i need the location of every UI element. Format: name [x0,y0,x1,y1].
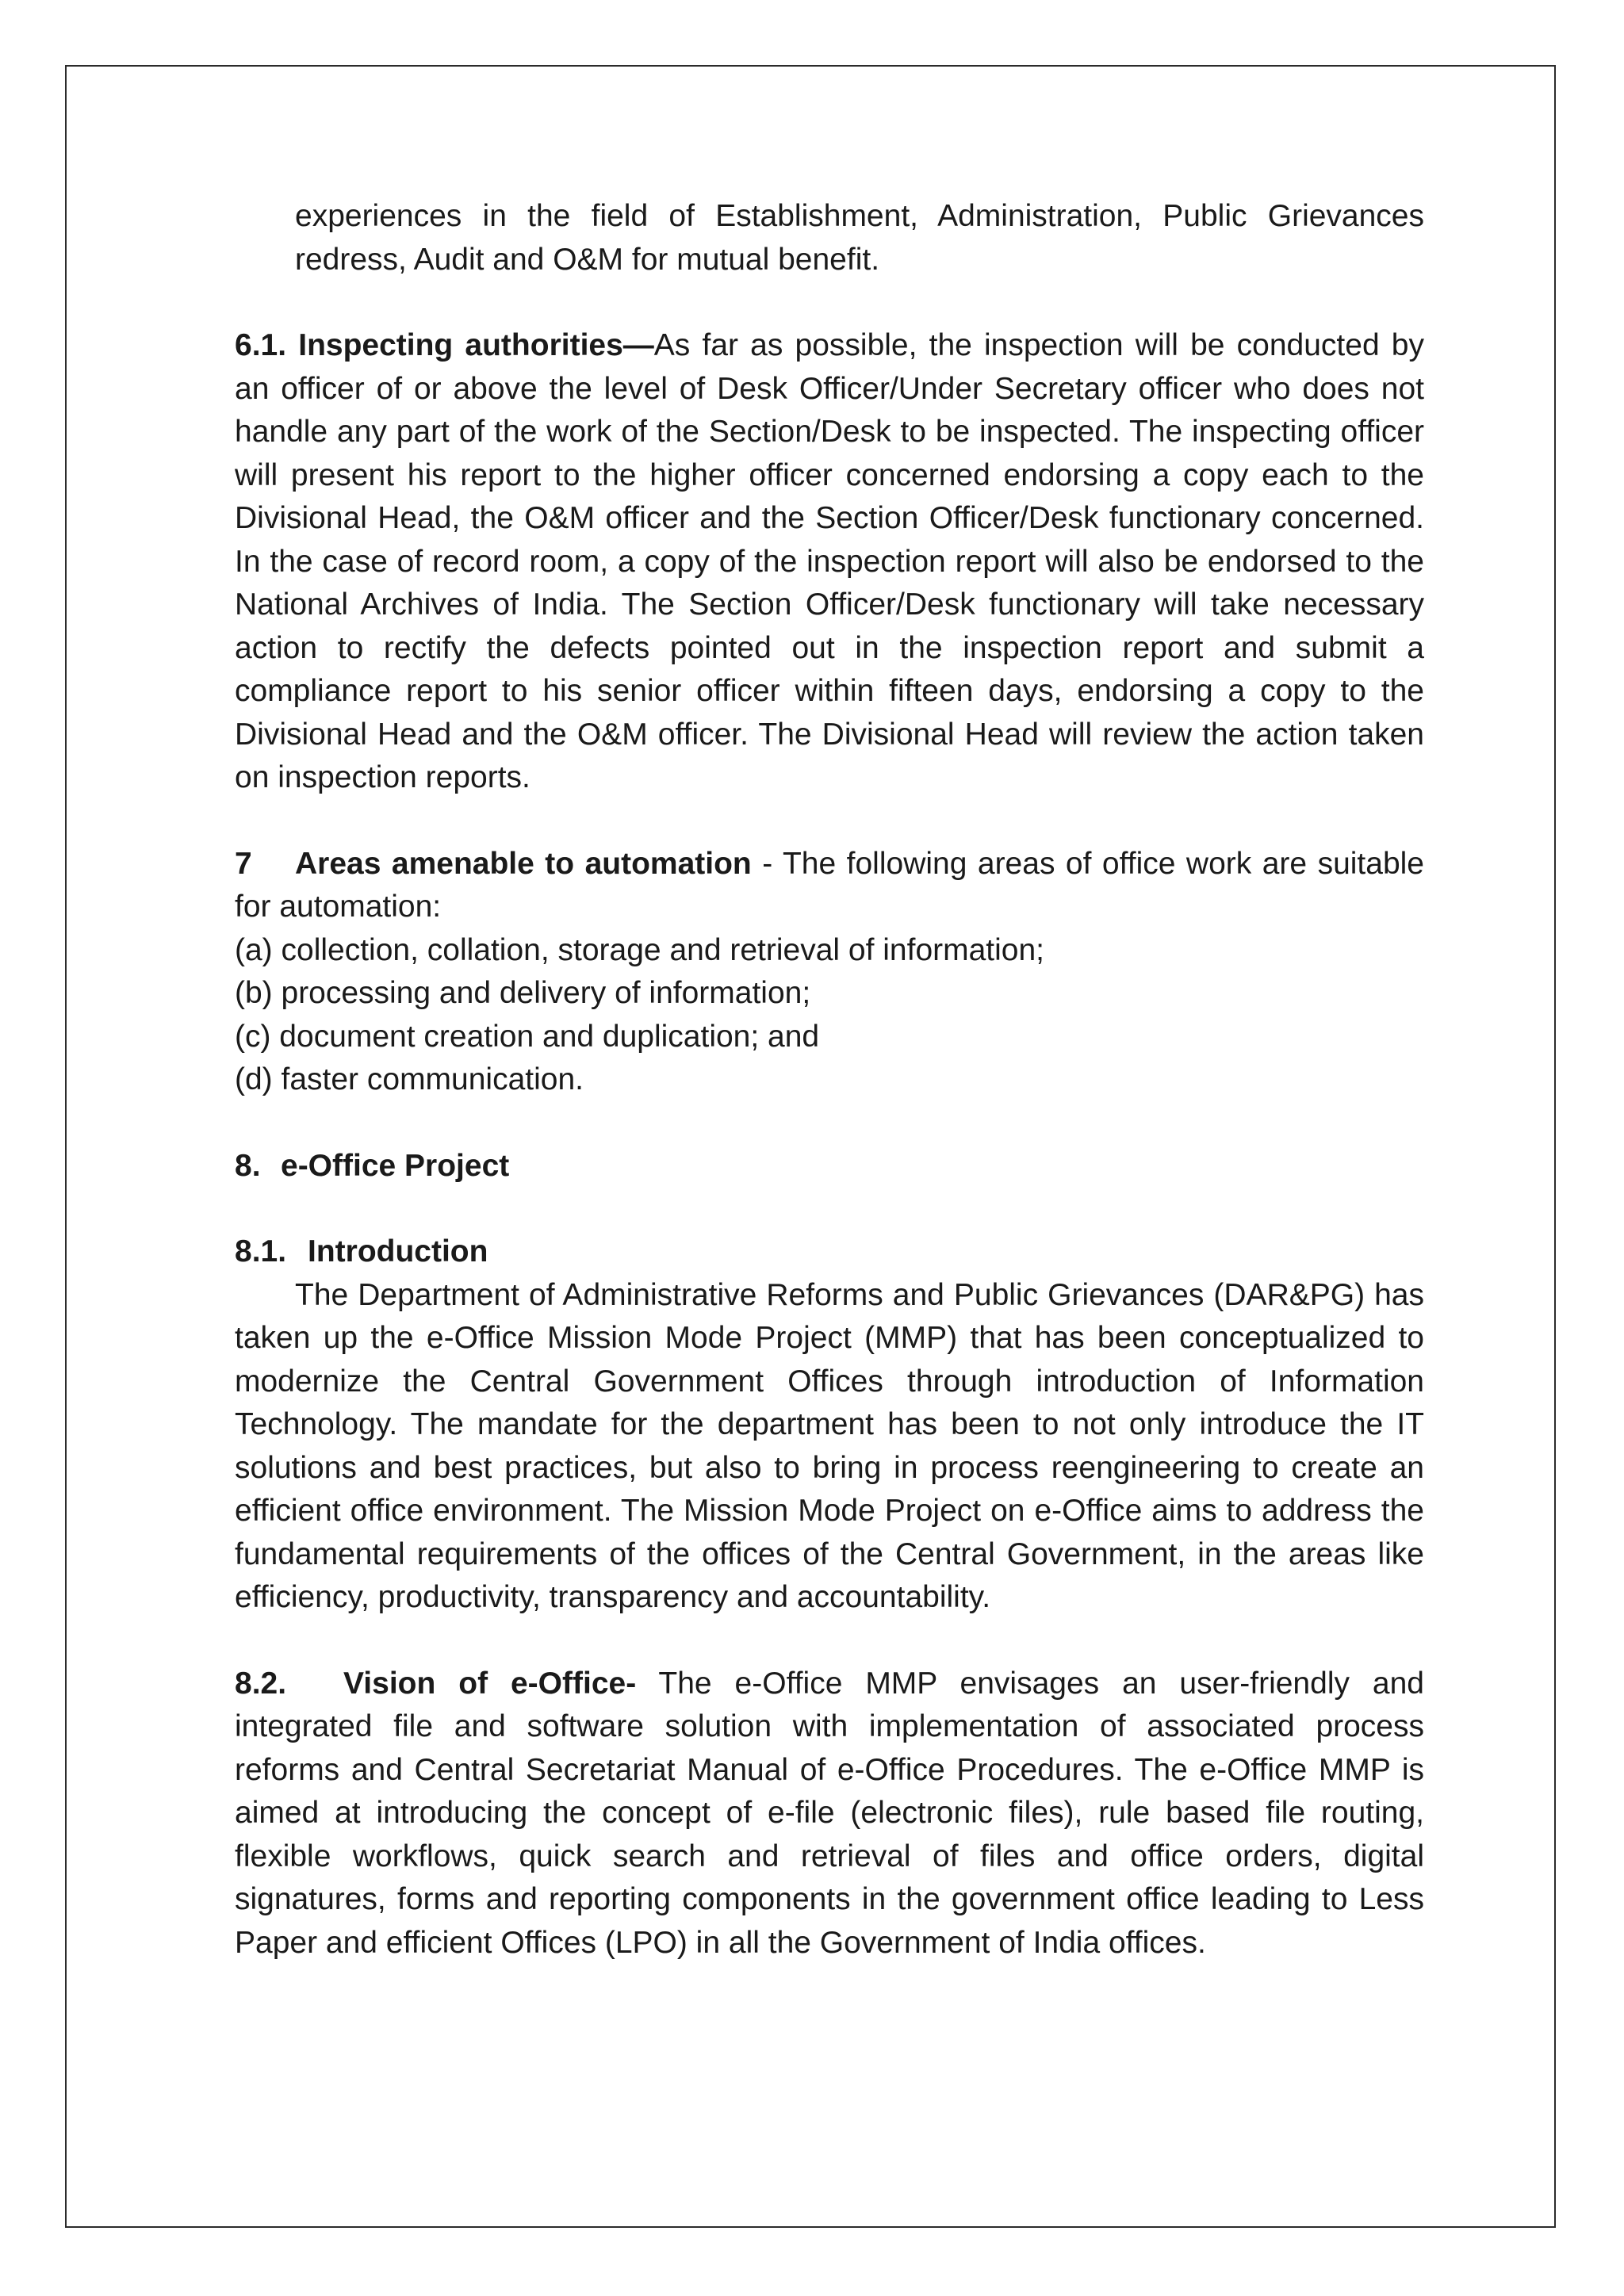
section-8-heading-line [235,1145,1424,1188]
section-6-1-number: 6.1. [235,328,287,362]
section-8-2-body: The e-Office MMP envisages an user-friendly and integrated file and software solution with implementation of associated process reforms and Central Secretariat Manual of e-Office Procedures. The e-Office MMP is aimed at introducing the concept of e-file (electronic files), rule based file routing, flexible workflows, quick search and retrieval of files and office orders, digital signatures, forms and reporting components in the government office leading to Less Paper and efficient Offices (LPO) in all the Government of India offices. [235,1666,1424,1960]
section-8-1-number: 8.1. [235,1234,287,1269]
section-6-1-heading: Inspecting authorities— [298,328,654,362]
section-8-number: 8. [235,1148,261,1183]
document-body [235,195,1424,1965]
list-item: (c) document creation and duplication; and [235,1019,820,1054]
section-8-2-heading: Vision of e-Office- [343,1666,637,1701]
section-8-2-paragraph [235,1663,1424,1965]
section-7-heading: Areas amenable to automation [295,846,752,881]
section-7-paragraph [235,843,1424,929]
intro-continuation-paragraph: experiences in the field of Establishment, Administration, Public Grievances redress, Audit and O&M for mutual benefit. [295,199,1424,277]
section-8-1-body: The Department of Administrative Reforms and Public Grievances (DAR&PG) has taken up the e-Office Mission Mode Project (MMP) that has been conceptualized to modernize the Central Government Offices through introduction of Information Technology. The mandate for the department has been to not only introduce the IT solutions and best practices, but also to bring in process reengineering to create an efficient office environment. The Mission Mode Project on e-Office aims to address the fundamental requirements of the offices of the Central Government, in the areas like efficiency, productivity, transparency and accountability. [235,1277,1424,1614]
section-8-1-heading-line [235,1230,1424,1274]
list-item: (b) processing and delivery of information; [235,976,811,1010]
section-8-2-number: 8.2. [235,1666,287,1701]
section-7-body: - The following areas of office work are suitable for automation: [235,846,1424,924]
section-7-number: 7 [235,846,252,881]
section-6-1-body: As far as possible, the inspection will be conducted by an officer of or above the level of Desk Officer/Under Secretary officer who does not handle any part of the work of the Section/Desk to be inspected. The inspecting officer will present his report to the higher officer concerned endorsing a copy each to the Divisional Head, the O&M officer and the Section Officer/Desk functionary concerned. In the case of record room, a copy of the inspection report will also be endorsed to the National Archives of India. The Section Officer/Desk functionary will take necessary action to rectify the defects pointed out in the inspection report and submit a compliance report to his senior officer within fifteen days, endorsing a copy to the Divisional Head and the O&M officer. The Divisional Head will review the action taken on inspection reports. [235,328,1424,794]
list-item: (a) collection, collation, storage and retrieval of information; [235,932,1045,967]
section-8-heading: e-Office Project [281,1148,510,1183]
section-8-1-heading: Introduction [308,1234,488,1269]
list-item: (d) faster communication. [235,1062,584,1096]
section-6-1-paragraph [235,324,1424,800]
